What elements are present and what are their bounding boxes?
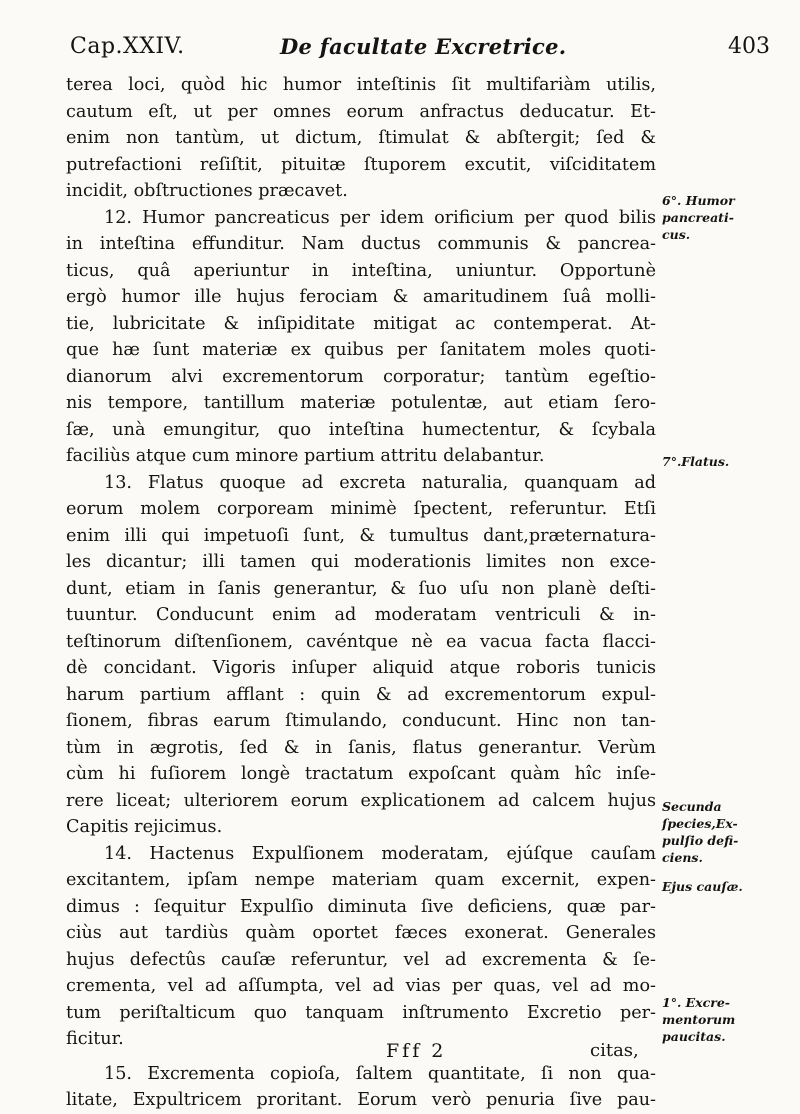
paragraph-13-start: 13. Flatus quoque ad excreta naturalia, quanquam ad (104, 472, 656, 493)
text-line: harum partium afflant : quin & ad excrementorum expul- (66, 684, 656, 705)
margin-note-humor-pancreaticus (662, 192, 792, 243)
paragraph-12-start: 12. Humor pancreaticus per idem orificium per quod bilis (104, 207, 656, 228)
text-line: tum periſtalticum quo tanquam inſtrumento Excretio per- (66, 1002, 656, 1023)
text-line: dianorum alvi excrementorum corporatur; tantùm egeſtio- (66, 366, 656, 387)
text-line: dimus : ſequitur Expulſio diminuta ſive deficiens, quæ par- (66, 896, 656, 917)
text-line: rere liceat; ulteriorem eorum explicationem ad calcem hujus (66, 790, 656, 811)
margin-note-expulsio-deficiens (662, 798, 792, 866)
text-line: dè concidant. Vigoris inſuper aliquid atque roboris tunicis (66, 658, 656, 678)
text-line: ciùs aut tardiùs quàm oportet fæces exonerat. Generales (66, 923, 656, 943)
text-line: Capitis rejicimus. (66, 817, 223, 837)
text-line: crementa, vel ad aſſumpta, vel ad vias per quas, vel ad mo- (66, 976, 656, 996)
catchword: citas, (590, 1040, 639, 1061)
paragraph-gap (66, 1053, 656, 1061)
text-line: ergò humor ille hujus ferociam & amaritudinem ſuâ molli- (66, 287, 656, 307)
text-line: ticus, quâ aperiuntur in inteſtina, uniuntur. Opportunè (66, 260, 656, 281)
text-line: les dicantur; illi tamen qui moderationis limites non exce- (66, 552, 656, 572)
text-line: terea loci, quòd hic humor inteſtinis ſit multifariàm utilis, (66, 75, 656, 95)
margin-note-line: ſpecies,Ex- (662, 816, 738, 831)
margin-note-excrementorum-paucitas (662, 994, 792, 1045)
text-line: enim illi qui impetuoſi ſunt, & tumultus dant,præternatura- (66, 525, 656, 546)
text-line: cautum eſt, ut per omnes eorum anfractus deducatur. Et- (66, 101, 656, 122)
body-text (66, 72, 656, 1114)
margin-note-line: Ejus cauſæ. (662, 879, 743, 894)
margin-note-line: Secunda (662, 799, 722, 814)
text-line: tuuntur. Conducunt enim ad moderatam ventriculi & in- (66, 605, 656, 625)
text-line: que hæ ſunt materiæ ex quibus per ſanitatem moles quoti- (66, 340, 656, 360)
margin-note-line: pancreati- (662, 210, 734, 225)
text-line: ſionem, fibras earum ſtimulando, conducunt. Hinc non tan- (66, 711, 656, 731)
text-line: tie, lubricitate & inſipiditate mitigat ac contemperat. At- (66, 313, 656, 334)
paragraph-14-start: 14. Hactenus Expulſionem moderatam, ejúſque cauſam (104, 843, 656, 864)
text-line: in inteſtina effunditur. Nam ductus communis & pancrea- (66, 234, 656, 254)
text-line: putrefactioni reſiſtit, pituitæ ſtuporem excutit, viſciditatem (66, 154, 656, 175)
running-title: De facultate Excretrice. (280, 34, 567, 59)
margin-note-line: cus. (662, 227, 691, 242)
text-line: faciliùs atque cum minore partium attritu delabantur. (66, 446, 545, 466)
margin-note-flatus (662, 453, 792, 470)
running-head (70, 30, 770, 64)
margin-note-line: ciens. (662, 850, 703, 865)
text-line: eorum molem corpoream minimè ſpectent, referuntur. Etſi (66, 499, 656, 519)
margin-note-line: 1°. Excre- (662, 995, 730, 1010)
text-line: teſtinorum diſtenſionem, cavéntque nè ea vacua facta flacci- (66, 631, 656, 652)
text-line: incidit, obſtructiones præcavet. (66, 181, 348, 201)
margin-note-line: pulſio defi- (662, 833, 739, 848)
text-line: excitantem, ipſam nempe materiam quam excernit, expen- (66, 870, 656, 890)
text-line: nis tempore, tantillum materiæ potulentæ, aut etiam ſero- (66, 393, 656, 413)
text-line: litate, Expultricem proritant. Eorum verò penuria ſive pau- (66, 1090, 656, 1110)
margin-note-causae (662, 878, 792, 895)
text-line: enim non tantùm, ut dictum, ſtimulat & abſtergit; ſed & (66, 128, 656, 148)
text-line: tùm in ægrotis, ſed & in ſanis, flatus generantur. Verùm (66, 737, 656, 758)
chapter-label: Cap.XXIV. (70, 34, 185, 59)
margin-note-line: mentorum (662, 1012, 736, 1027)
paragraph-15-start: 15. Excrementa copioſa, ſaltem quantitate, ſi non qua- (104, 1063, 656, 1084)
text-line: hujus defectûs cauſæ referuntur, vel ad excrementa & ſe- (66, 949, 656, 970)
signature-mark: Fff 2 (386, 1040, 447, 1062)
text-line: ſæ, unà emungitur, quo inteſtina humectentur, & ſcybala (66, 419, 656, 440)
text-line: cùm hi fuſiorem longè tractatum expoſcant quàm hîc inſe- (66, 764, 656, 784)
page-number: 403 (728, 34, 770, 59)
text-line: dunt, etiam in ſanis generantur, & ſuo uſu non planè deſti- (66, 578, 656, 599)
text-line: ficitur. (66, 1029, 124, 1049)
margin-note-line: 7°.Flatus. (662, 454, 730, 469)
margin-note-line: paucitas. (662, 1029, 726, 1044)
margin-note-line: 6°. Humor (662, 193, 735, 208)
